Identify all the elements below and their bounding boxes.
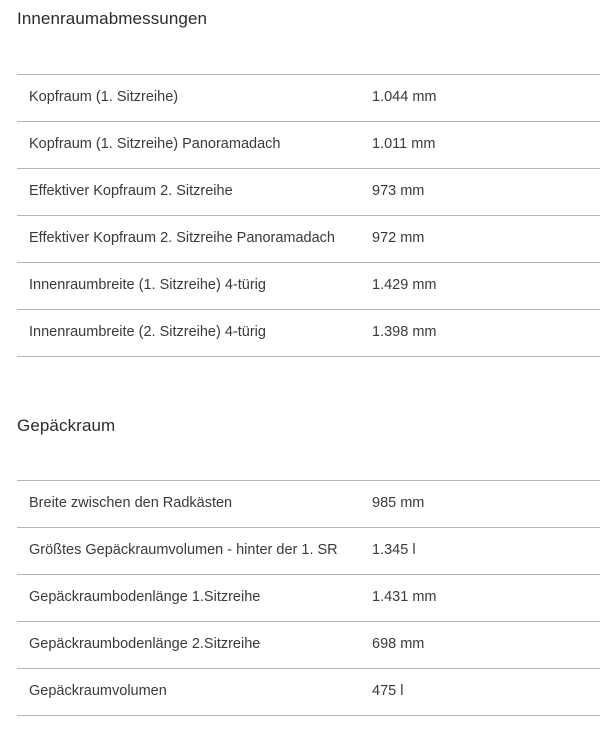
spec-value: 698 mm: [372, 636, 425, 652]
spec-value: 475 l: [372, 683, 404, 699]
section-title-gepaeckraum: Gepäckraum: [17, 416, 116, 435]
spec-value: 985 mm: [372, 495, 425, 511]
spec-label: Größtes Gepäckraumvolumen - hinter der 1. SR: [29, 542, 338, 558]
table-row: [17, 75, 600, 122]
spec-label: Breite zwischen den Radkästen: [29, 495, 233, 511]
spec-value: 1.431 mm: [372, 589, 437, 605]
spec-label: Gepäckraumvolumen: [29, 683, 167, 699]
spec-value: 1.011 mm: [372, 136, 436, 152]
spec-value: 1.345 l: [372, 542, 416, 558]
spec-value: 1.429 mm: [372, 277, 437, 293]
spec-label: Innenraumbreite (2. Sitzreihe) 4-türig: [29, 324, 266, 340]
table-row: [17, 122, 600, 169]
spec-label: Kopfraum (1. Sitzreihe) Panoramadach: [29, 136, 281, 152]
table-row: [17, 481, 600, 528]
table-row: [17, 216, 600, 263]
section-title-innenraumabmessungen: Innenraumabmessungen: [17, 9, 208, 28]
spec-label: Gepäckraumbodenlänge 2.Sitzreihe: [29, 636, 261, 652]
table-row: [17, 263, 600, 310]
spec-value: 973 mm: [372, 183, 425, 199]
spec-value: 972 mm: [372, 230, 425, 246]
spec-label: Effektiver Kopfraum 2. Sitzreihe: [29, 183, 233, 199]
table-row: [17, 310, 600, 357]
spec-label: Gepäckraumbodenlänge 1.Sitzreihe: [29, 589, 261, 605]
spec-label: Kopfraum (1. Sitzreihe): [29, 89, 179, 105]
spec-value: 1.398 mm: [372, 324, 437, 340]
spec-table-innenraumabmessungen: [17, 74, 600, 357]
spec-label: Innenraumbreite (1. Sitzreihe) 4-türig: [29, 277, 266, 293]
table-row: [17, 528, 600, 575]
table-row: [17, 169, 600, 216]
spec-label: Effektiver Kopfraum 2. Sitzreihe Panoramadach: [29, 230, 336, 246]
table-row: [17, 575, 600, 622]
spec-value: 1.044 mm: [372, 89, 437, 105]
table-row: [17, 622, 600, 669]
spec-table-gepaeckraum: [17, 480, 600, 716]
table-row: [17, 669, 600, 716]
